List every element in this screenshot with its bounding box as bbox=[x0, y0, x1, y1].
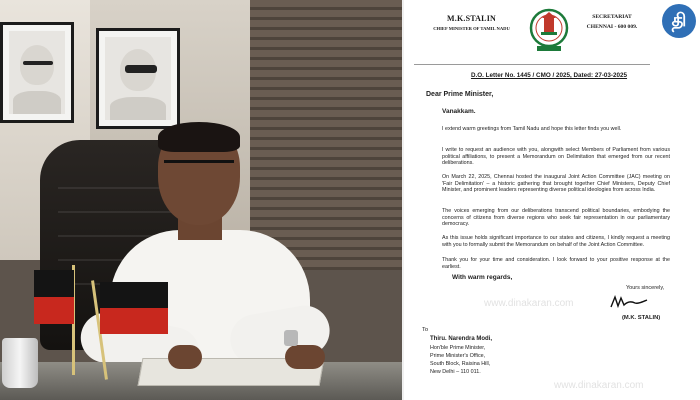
paragraph: As this issue holds significant importance to our states and citizens, I kindly request a meeting with you to formally submit the Memorandum on behalf of the Joint Action Committee. bbox=[442, 235, 670, 248]
recipient-line: Prime Minister's Office, bbox=[430, 353, 486, 359]
person-hair bbox=[158, 122, 240, 152]
letterhead-name: M.K.STALIN bbox=[447, 14, 496, 23]
portrait-frame-left bbox=[0, 22, 74, 123]
wristwatch bbox=[284, 330, 298, 346]
letter-panel bbox=[404, 0, 700, 400]
party-flag-right bbox=[100, 282, 168, 334]
paragraph: I extend warm greetings from Tamil Nadu and hope this letter finds you well. bbox=[442, 126, 622, 132]
recipient-line: New Delhi – 110 011. bbox=[430, 369, 481, 375]
pen-holder bbox=[2, 338, 38, 388]
letterhead-role: CHIEF MINISTER OF TAMIL NADU bbox=[433, 26, 510, 31]
sign-off: Yours sincerely, bbox=[626, 285, 665, 291]
party-flag-left bbox=[34, 270, 74, 324]
paragraph: On March 22, 2025, Chennai hosted the inaugural Joint Action Committee (JAC) meeting on 'Fair Delimitation' – a historic gathering that brought together Chief Ministers, Deputy Chief Minister, and prominent leaders representing diverse political ideologies from across India. bbox=[442, 174, 670, 193]
dinakaran-logo-icon: தி bbox=[662, 4, 696, 38]
letterhead-city: CHENNAI - 600 009. bbox=[586, 24, 638, 30]
watermark: www.dinakaran.com bbox=[484, 298, 574, 309]
paragraph: I write to request an audience with you, alongwith select Members of Parliament from various political affiliations, to present a Memorandum on Delimitation that emerged from our recent deliberations. bbox=[442, 147, 670, 166]
recipient-to: To bbox=[422, 327, 429, 333]
flag-stripe-red bbox=[100, 308, 168, 334]
recipient-name: Thiru. Narendra Modi, bbox=[430, 336, 493, 342]
letter-reference: D.O. Letter No. 1445 / CMO / 2025, Dated: 27-03-2025 bbox=[470, 72, 628, 79]
flag-stripe-red bbox=[34, 297, 74, 324]
closing: With warm regards, bbox=[452, 274, 513, 281]
greeting: Vanakkam. bbox=[442, 108, 476, 115]
recipient-line: Hon'ble Prime Minister, bbox=[430, 345, 486, 351]
letterhead-rule bbox=[414, 64, 650, 65]
signatory: (M.K. STALIN) bbox=[622, 315, 661, 321]
person-hand-right bbox=[285, 345, 325, 369]
person-hand-left bbox=[168, 345, 202, 369]
recipient-line: South Block, Raisina Hill, bbox=[430, 361, 491, 367]
wooden-panel bbox=[250, 0, 402, 270]
watermark: www.dinakaran.com bbox=[554, 380, 644, 391]
state-emblem-icon bbox=[528, 6, 570, 54]
letterhead-office: SECRETARIAT bbox=[592, 14, 632, 20]
signature-icon bbox=[609, 293, 649, 311]
paragraph: Thank you for your time and consideration. I look forward to your positive response at the earliest. bbox=[442, 257, 670, 270]
person-glasses bbox=[164, 160, 234, 177]
flag-stripe-black bbox=[100, 282, 168, 308]
paragraph: The voices emerging from our deliberations transcend political boundaries, embodying the concerns of citizens from diverse regions who seek fair representation in our parliamentary democracy. bbox=[442, 208, 670, 227]
salutation: Dear Prime Minister, bbox=[426, 91, 494, 98]
portrait-frame-right bbox=[96, 28, 180, 129]
flag-stripe-black bbox=[34, 270, 74, 297]
